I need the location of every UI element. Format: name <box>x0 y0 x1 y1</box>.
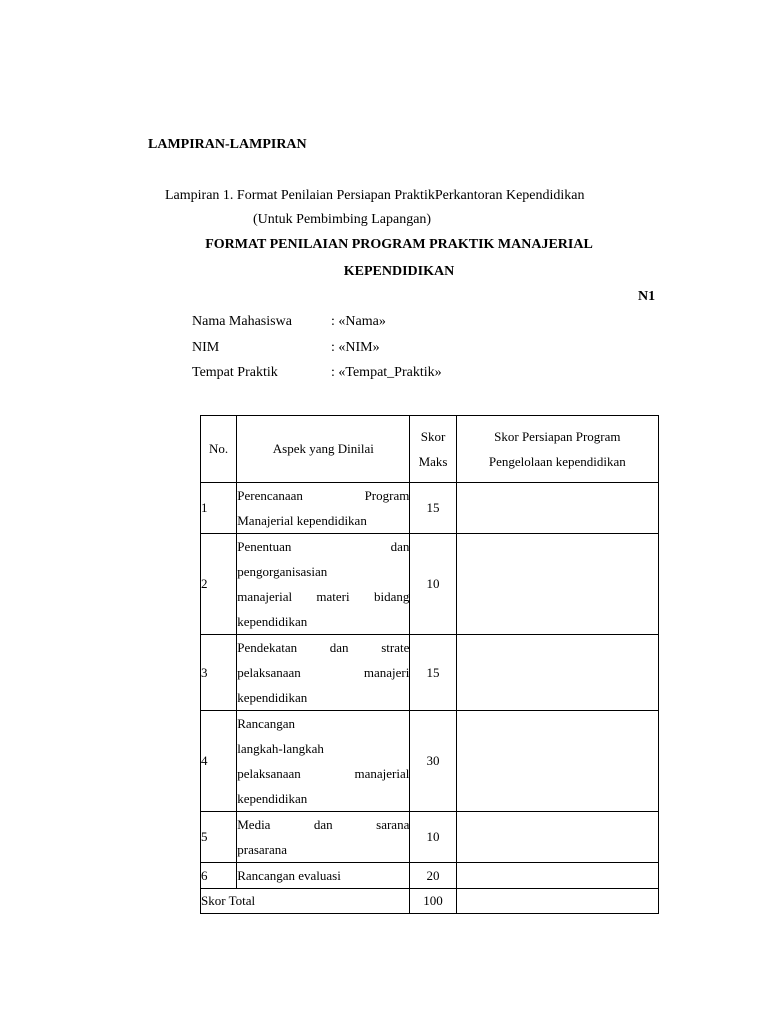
row-aspect <box>237 534 410 635</box>
row-max-score: 30 <box>410 711 456 812</box>
aspect-word: dan <box>313 817 333 832</box>
row-aspect <box>237 635 410 711</box>
document-heading: LAMPIRAN-LAMPIRAN <box>148 137 307 152</box>
aspect-word: pelaksanaan <box>237 766 301 781</box>
row-prep-score-cell[interactable] <box>456 483 658 534</box>
aspect-word: sarana <box>376 817 410 832</box>
aspect-word: kependidikan <box>237 614 308 629</box>
form-code: N1 <box>638 289 656 304</box>
table-row <box>201 812 659 863</box>
aspect-line <box>237 635 409 660</box>
row-number: 5 <box>201 812 237 863</box>
row-number: 4 <box>201 711 237 812</box>
form-title-line1: FORMAT PENILAIAN PROGRAM PRAKTIK MANAJERIAL <box>205 237 593 252</box>
aspect-line <box>237 736 409 761</box>
header-prep-score-line1: Skor Persiapan Program <box>494 429 621 444</box>
row-prep-score-cell[interactable] <box>456 635 658 711</box>
practice-place-label: Tempat Praktik <box>192 365 278 380</box>
aspect-word: langkah-langkah <box>237 741 324 756</box>
header-max-score <box>410 416 456 483</box>
total-prep-score-cell[interactable] <box>456 889 658 914</box>
aspect-line <box>237 660 409 685</box>
aspect-word: Rancangan evaluasi <box>237 868 341 883</box>
nim-label: NIM <box>192 340 220 355</box>
row-aspect <box>237 863 410 889</box>
aspect-word: materi <box>316 589 350 604</box>
aspect-word: manajerial <box>354 766 410 781</box>
attachment-caption-note: (Untuk Pembimbing Lapangan) <box>253 212 432 227</box>
aspect-word: kependidikan <box>237 690 308 705</box>
table-row <box>201 534 659 635</box>
header-aspect: Aspek yang Dinilai <box>237 416 410 483</box>
student-name-label: Nama Mahasiswa <box>192 314 292 329</box>
aspect-word: Program <box>364 488 410 503</box>
aspect-line <box>237 685 409 710</box>
assessment-table <box>200 415 659 914</box>
aspect-line <box>237 761 409 786</box>
aspect-word: manajeri <box>363 665 410 680</box>
aspect-word: prasarana <box>237 842 288 857</box>
row-prep-score-cell[interactable] <box>456 863 658 889</box>
row-number: 2 <box>201 534 237 635</box>
student-name-value: : «Nama» <box>331 314 386 329</box>
row-number: 6 <box>201 863 237 889</box>
aspect-word: pengorganisasian <box>237 564 328 579</box>
aspect-word: bidang <box>373 589 410 604</box>
header-prep-score <box>456 416 658 483</box>
aspect-line <box>237 584 409 609</box>
total-max-score: 100 <box>410 889 456 914</box>
aspect-word: Rancangan <box>237 716 295 731</box>
practice-place-value: : «Tempat_Praktik» <box>331 365 442 380</box>
row-number: 3 <box>201 635 237 711</box>
form-title-line2: KEPENDIDIKAN <box>343 264 455 279</box>
row-prep-score-cell[interactable] <box>456 711 658 812</box>
aspect-line <box>237 534 409 559</box>
table-row <box>201 483 659 534</box>
header-max-score-line2: Maks <box>418 454 448 469</box>
row-aspect <box>237 711 410 812</box>
row-number: 1 <box>201 483 237 534</box>
aspect-word: dan <box>390 539 410 554</box>
total-label: Skor Total <box>201 889 410 914</box>
aspect-word: pelaksanaan <box>237 665 301 680</box>
row-prep-score-cell[interactable] <box>456 534 658 635</box>
header-no: No. <box>201 416 237 483</box>
table-row <box>201 711 659 812</box>
aspect-line <box>237 483 409 508</box>
aspect-line <box>237 837 409 862</box>
aspect-line <box>237 559 409 584</box>
table-row <box>201 863 659 889</box>
aspect-word: Pendekatan <box>237 640 298 655</box>
aspect-line <box>237 609 409 634</box>
aspect-line <box>237 711 409 736</box>
aspect-word: strate <box>381 640 410 655</box>
row-prep-score-cell[interactable] <box>456 812 658 863</box>
table-row <box>201 635 659 711</box>
aspect-word: Perencanaan <box>237 488 303 503</box>
row-max-score: 10 <box>410 534 456 635</box>
row-max-score: 20 <box>410 863 456 889</box>
row-max-score: 15 <box>410 635 456 711</box>
row-max-score: 10 <box>410 812 456 863</box>
aspect-word: Penentuan <box>237 539 292 554</box>
aspect-word: Manajerial kependidikan <box>237 513 367 528</box>
aspect-line <box>237 863 409 888</box>
aspect-word: kependidikan <box>237 791 308 806</box>
aspect-line <box>237 786 409 811</box>
aspect-word: dan <box>329 640 349 655</box>
header-prep-score-line2: Pengelolaan kependidikan <box>488 454 626 469</box>
row-aspect <box>237 812 410 863</box>
total-row <box>201 889 659 914</box>
aspect-line <box>237 508 409 533</box>
table-header-row <box>201 416 659 483</box>
header-max-score-line1: Skor <box>420 429 446 444</box>
aspect-line <box>237 812 409 837</box>
attachment-caption: Lampiran 1. Format Penilaian Persiapan PraktikPerkantoran Kependidikan <box>165 188 585 203</box>
row-max-score: 15 <box>410 483 456 534</box>
aspect-word: manajerial <box>237 589 293 604</box>
aspect-word: Media <box>237 817 271 832</box>
row-aspect <box>237 483 410 534</box>
nim-value: : «NIM» <box>331 340 380 355</box>
